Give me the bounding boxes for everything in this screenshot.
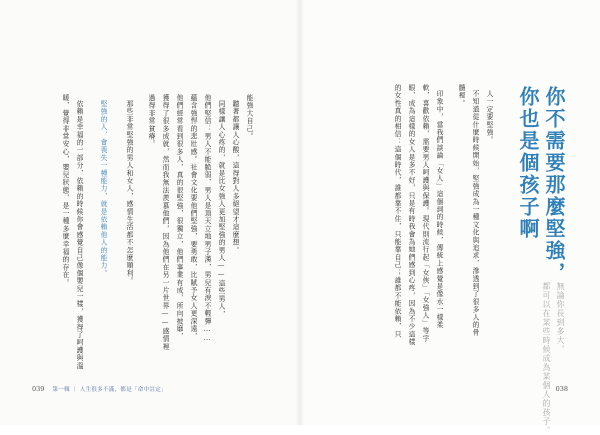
- left-footer: [32, 385, 167, 393]
- right-page: [300, 0, 600, 435]
- chapter-subtitle-line1: 無論你長到多大，: [556, 282, 565, 354]
- right-paragraph: 人一定要堅強。: [485, 90, 493, 144]
- left-paragraph: 蘊含強悍的悲壯感。社會文化要他們堅強，要勇敢，比賦予女人更深遠，: [189, 94, 197, 341]
- left-paragraph: 那些非常堅強的男人和女人，感情生活都不怎麼順利。: [125, 100, 133, 285]
- right-paragraph: 印象中，當我們談論「女人」這個詞的時候，傳統上感覺是像水一樣柔: [435, 90, 443, 329]
- chapter-title-line2: 你也是個孩子啊: [516, 86, 540, 240]
- left-page-number: 039: [32, 385, 45, 393]
- chapter-subtitle-line2: 都可以在某些時候成為某個人的孩子。: [542, 282, 551, 435]
- left-paragraph: 能強大自己。: [245, 94, 253, 141]
- left-paragraph: 暖，覺得非常安心，嬰兒狀態，是一種多麼幸福的存在。: [61, 94, 69, 287]
- left-paragraph: 獲得了很多成就，然而我無法羨慕他們，因為他們在另一片世界——感情裡: [161, 94, 169, 351]
- left-paragraph: 他們經常看到很多人，真的很堅強，很獨立，他們事業有成，所向披靡，: [175, 94, 183, 341]
- left-paragraph: 聽著都讓人心酸，這得對人多絕望才這麼想。: [231, 100, 239, 254]
- left-highlight-paragraph: 堅強的人，會喪失一種能力，就是依賴他人的能力。: [99, 100, 107, 278]
- running-head: 第一輯 ｜ 人生很多不滿，都是「命中註定」: [52, 387, 167, 393]
- left-paragraph: 他們堅信：男人不能脆弱，男人是頂天立地男子漢，男兒有淚不輕彈……: [203, 94, 211, 343]
- left-paragraph: 同樣讓人心疼的，就是比女強人更加堅強的男人——這些男人，: [217, 100, 225, 318]
- right-paragraph: 髓裡。: [457, 84, 465, 108]
- right-paragraph: 眼，成為這樣的女人是多不好，只是有時我會為她們感到心疼，因為不少這樣: [407, 84, 415, 346]
- right-paragraph: 不知道從什麼時候開始，堅強成為一種文化與追求，滲透到了很多人的骨: [471, 90, 479, 337]
- right-page-number: 038: [555, 385, 568, 393]
- book-gutter: [296, 0, 304, 425]
- left-page: [0, 0, 300, 425]
- left-paragraph: 依賴是幸福的一部分，依賴的時候你會感覺自己像個嬰兒一樣，獲得了呵護與溫: [75, 100, 83, 370]
- right-paragraph: 的女性真的相信：這個時代，誰都靠不住，只能靠自己；誰都不能依賴，只: [393, 84, 401, 339]
- right-paragraph: 軟，喜歡依賴，需要男人呵護與保護。現代則流行起「女俠」「女強人」等字: [421, 84, 429, 343]
- chapter-title-line1: 你不需要那麼堅強，: [542, 86, 566, 284]
- left-paragraph: 過得非常貧瘠。: [147, 94, 155, 148]
